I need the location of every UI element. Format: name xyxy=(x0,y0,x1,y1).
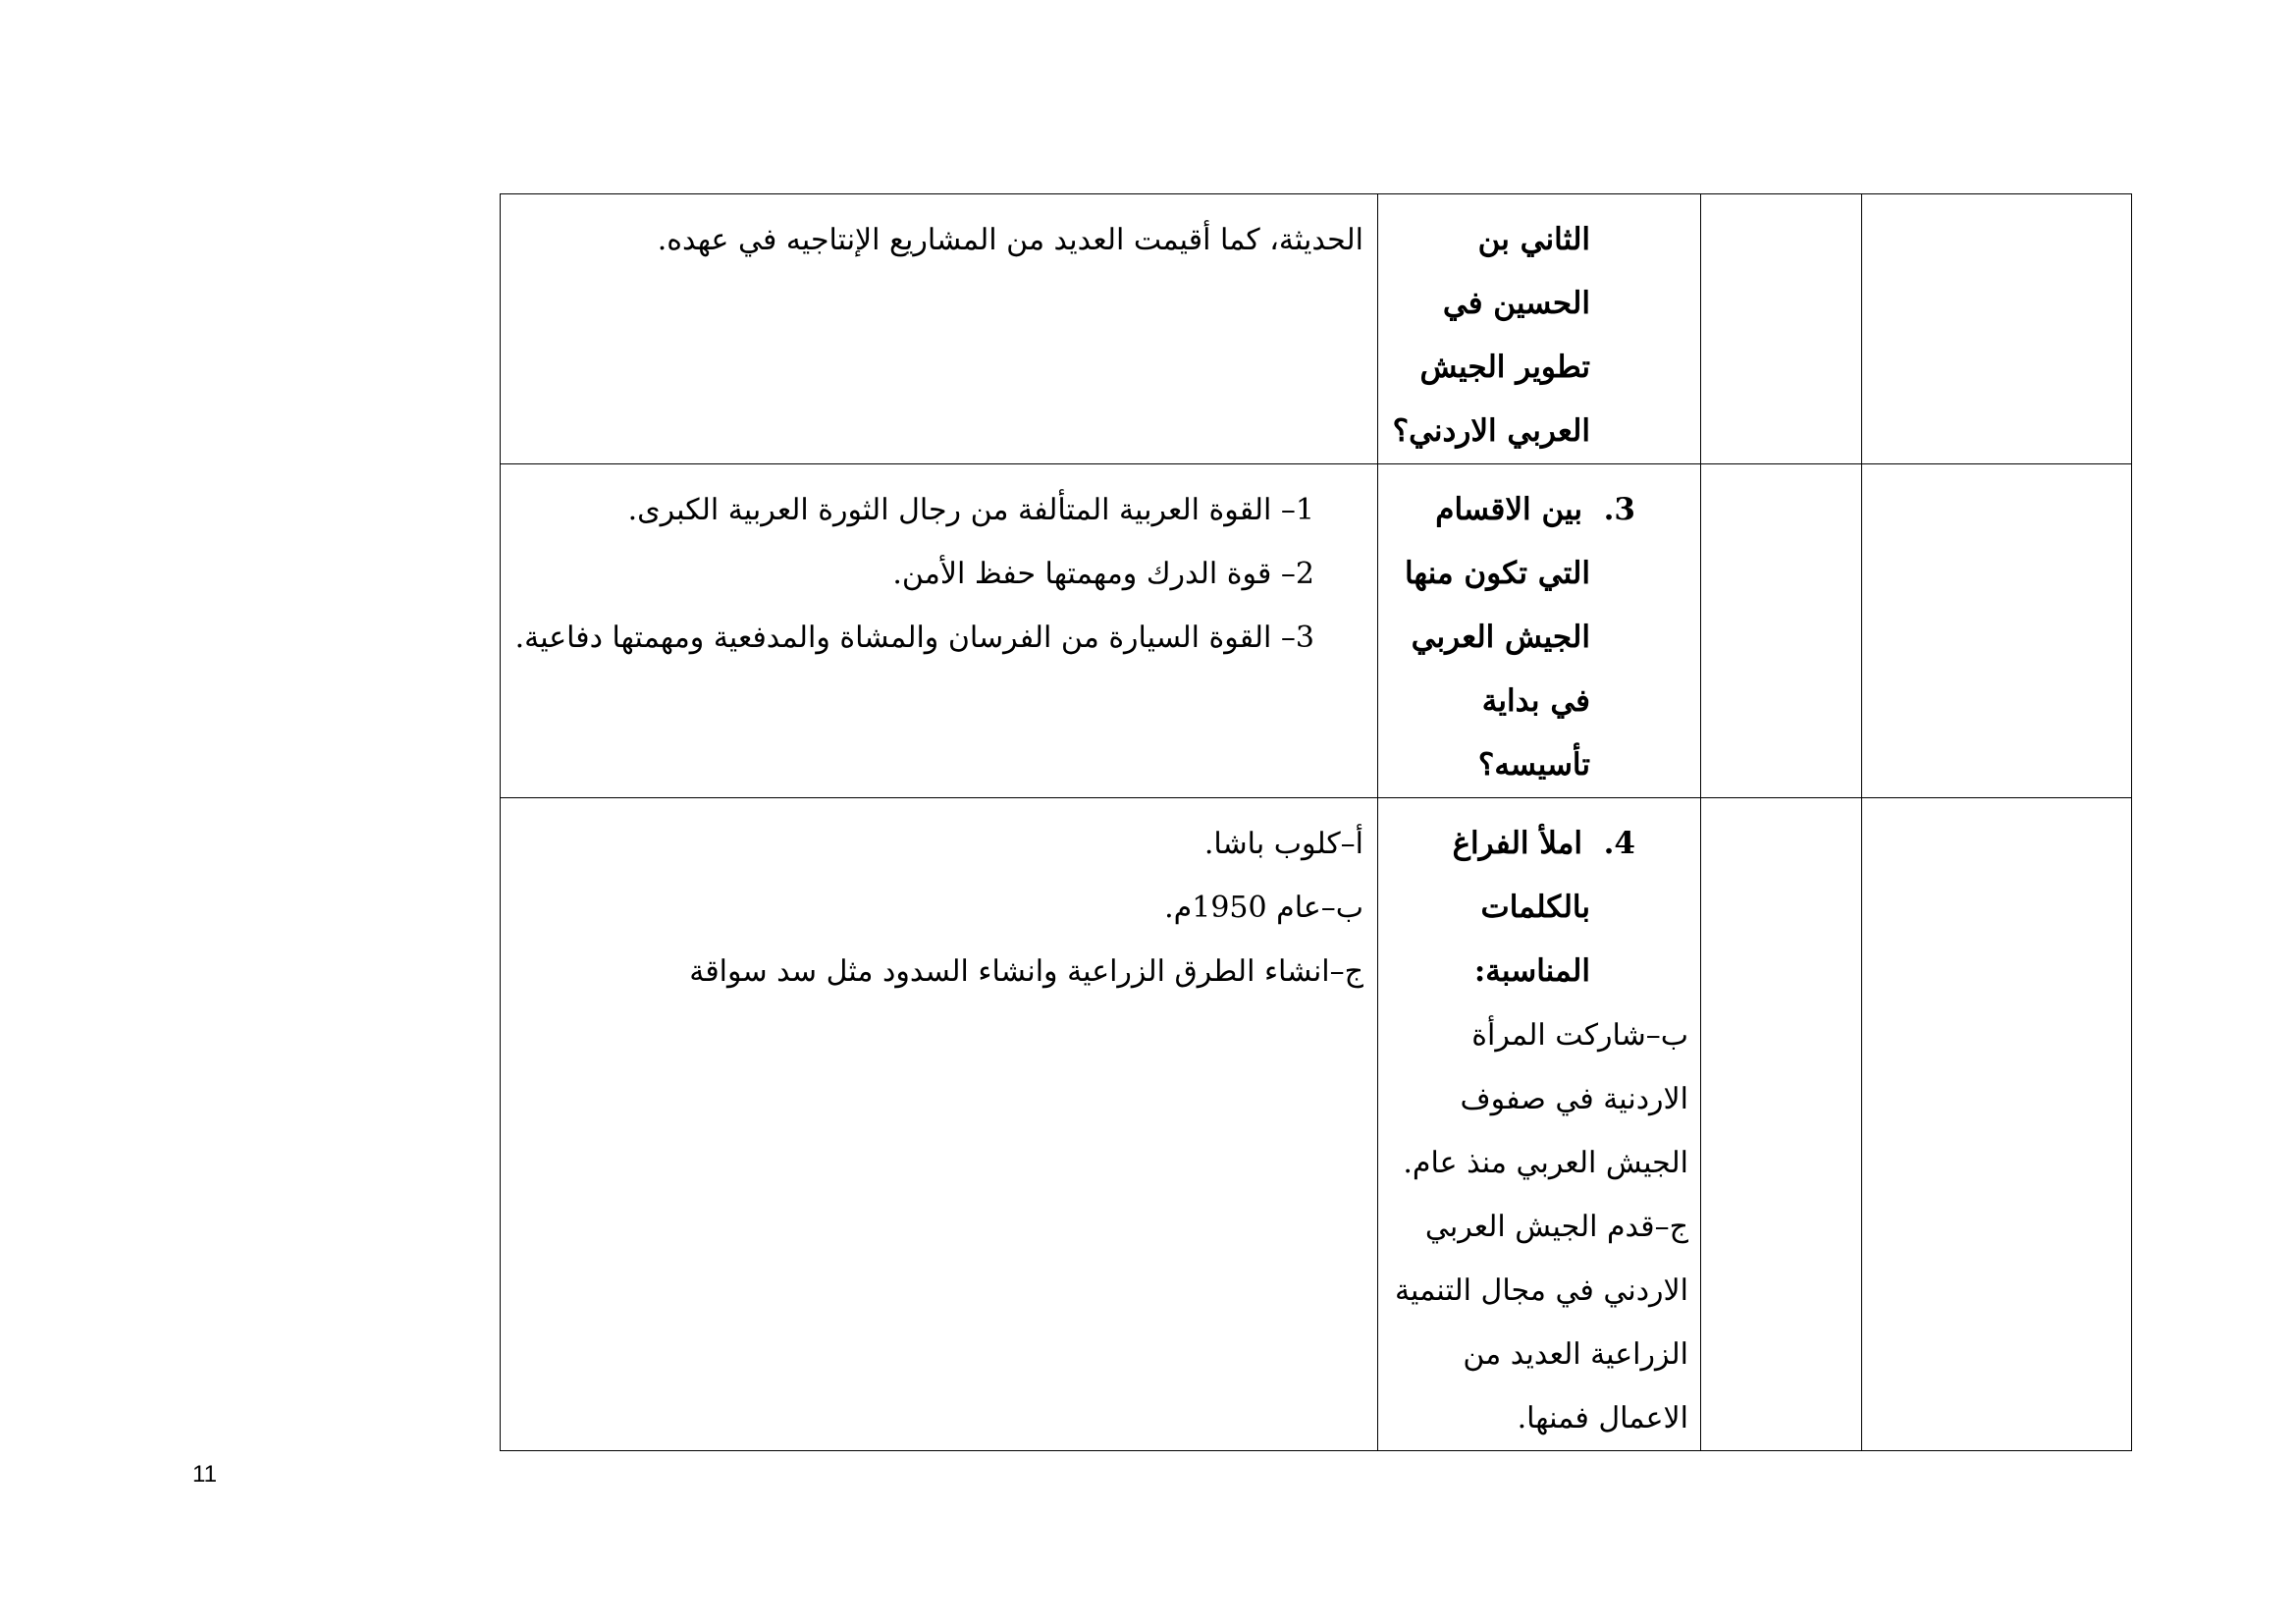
answer-line: ج–انشاء الطرق الزراعية وانشاء السدود مثل سد سواقة xyxy=(689,954,1363,989)
question-line: بين الاقسام xyxy=(1435,492,1583,527)
fill-line: الجيش العربي منذ عام. xyxy=(1403,1146,1688,1180)
question-number: 4. xyxy=(1603,826,1635,861)
question-line: املأ الفراغ xyxy=(1452,826,1583,861)
question-line: العربي الاردني؟ xyxy=(1392,413,1590,449)
table-row xyxy=(501,464,2132,798)
question-line: بالكلمات xyxy=(1480,890,1590,925)
answer-line: 2– قوة الدرك ومهمتها حفظ الأمن. xyxy=(892,557,1314,591)
question-line: المناسبة: xyxy=(1473,953,1590,989)
question-number: 3. xyxy=(1603,492,1635,527)
question-line: الحسين في xyxy=(1442,286,1590,321)
question-cell xyxy=(1378,464,1701,798)
empty-cell xyxy=(1701,464,1862,798)
fill-line: الزراعية العديد من xyxy=(1463,1337,1688,1372)
fill-line: ج–قدم الجيش العربي xyxy=(1424,1210,1688,1244)
question-cell xyxy=(1378,798,1701,1451)
answer-line: أ–كلوب باشا. xyxy=(1203,827,1363,861)
answer-cell xyxy=(501,798,1378,1451)
question-line: في بداية xyxy=(1481,683,1590,719)
answer-line: 3– القوة السيارة من الفرسان والمشاة والمدفعية ومهمتها دفاعية. xyxy=(514,621,1314,655)
empty-cell xyxy=(1862,464,2132,798)
table-row xyxy=(501,194,2132,464)
fill-line: الاردني في مجال التنمية xyxy=(1394,1273,1688,1308)
empty-cell xyxy=(1701,798,1862,1451)
answer-cell xyxy=(501,194,1378,464)
answer-line: الحديثة، كما أقيمت العديد من المشاريع الإنتاجيه في عهده. xyxy=(657,223,1363,257)
page-number: 11 xyxy=(192,1461,217,1488)
fill-line: الاردنية في صفوف xyxy=(1460,1082,1688,1116)
question-cell xyxy=(1378,194,1701,464)
answer-cell xyxy=(501,464,1378,798)
answer-line: 1– القوة العربية المتألفة من رجال الثورة العربية الكبرى. xyxy=(627,493,1314,527)
question-line: الثاني بن xyxy=(1477,222,1590,257)
question-line: تطوير الجيش xyxy=(1419,350,1590,385)
table-row xyxy=(501,798,2132,1451)
question-line: تأسيسه؟ xyxy=(1477,747,1590,783)
question-line: الجيش العربي xyxy=(1411,620,1590,655)
empty-cell xyxy=(1862,194,2132,464)
empty-cell xyxy=(1701,194,1862,464)
empty-cell xyxy=(1862,798,2132,1451)
question-line: التي تكون منها xyxy=(1404,556,1590,591)
answer-table xyxy=(500,193,2132,1451)
fill-line: الاعمال فمنها. xyxy=(1517,1401,1688,1435)
answer-line: ب–عام 1950م. xyxy=(1164,891,1363,925)
fill-line: ب–شاركت المرأة xyxy=(1471,1018,1688,1053)
